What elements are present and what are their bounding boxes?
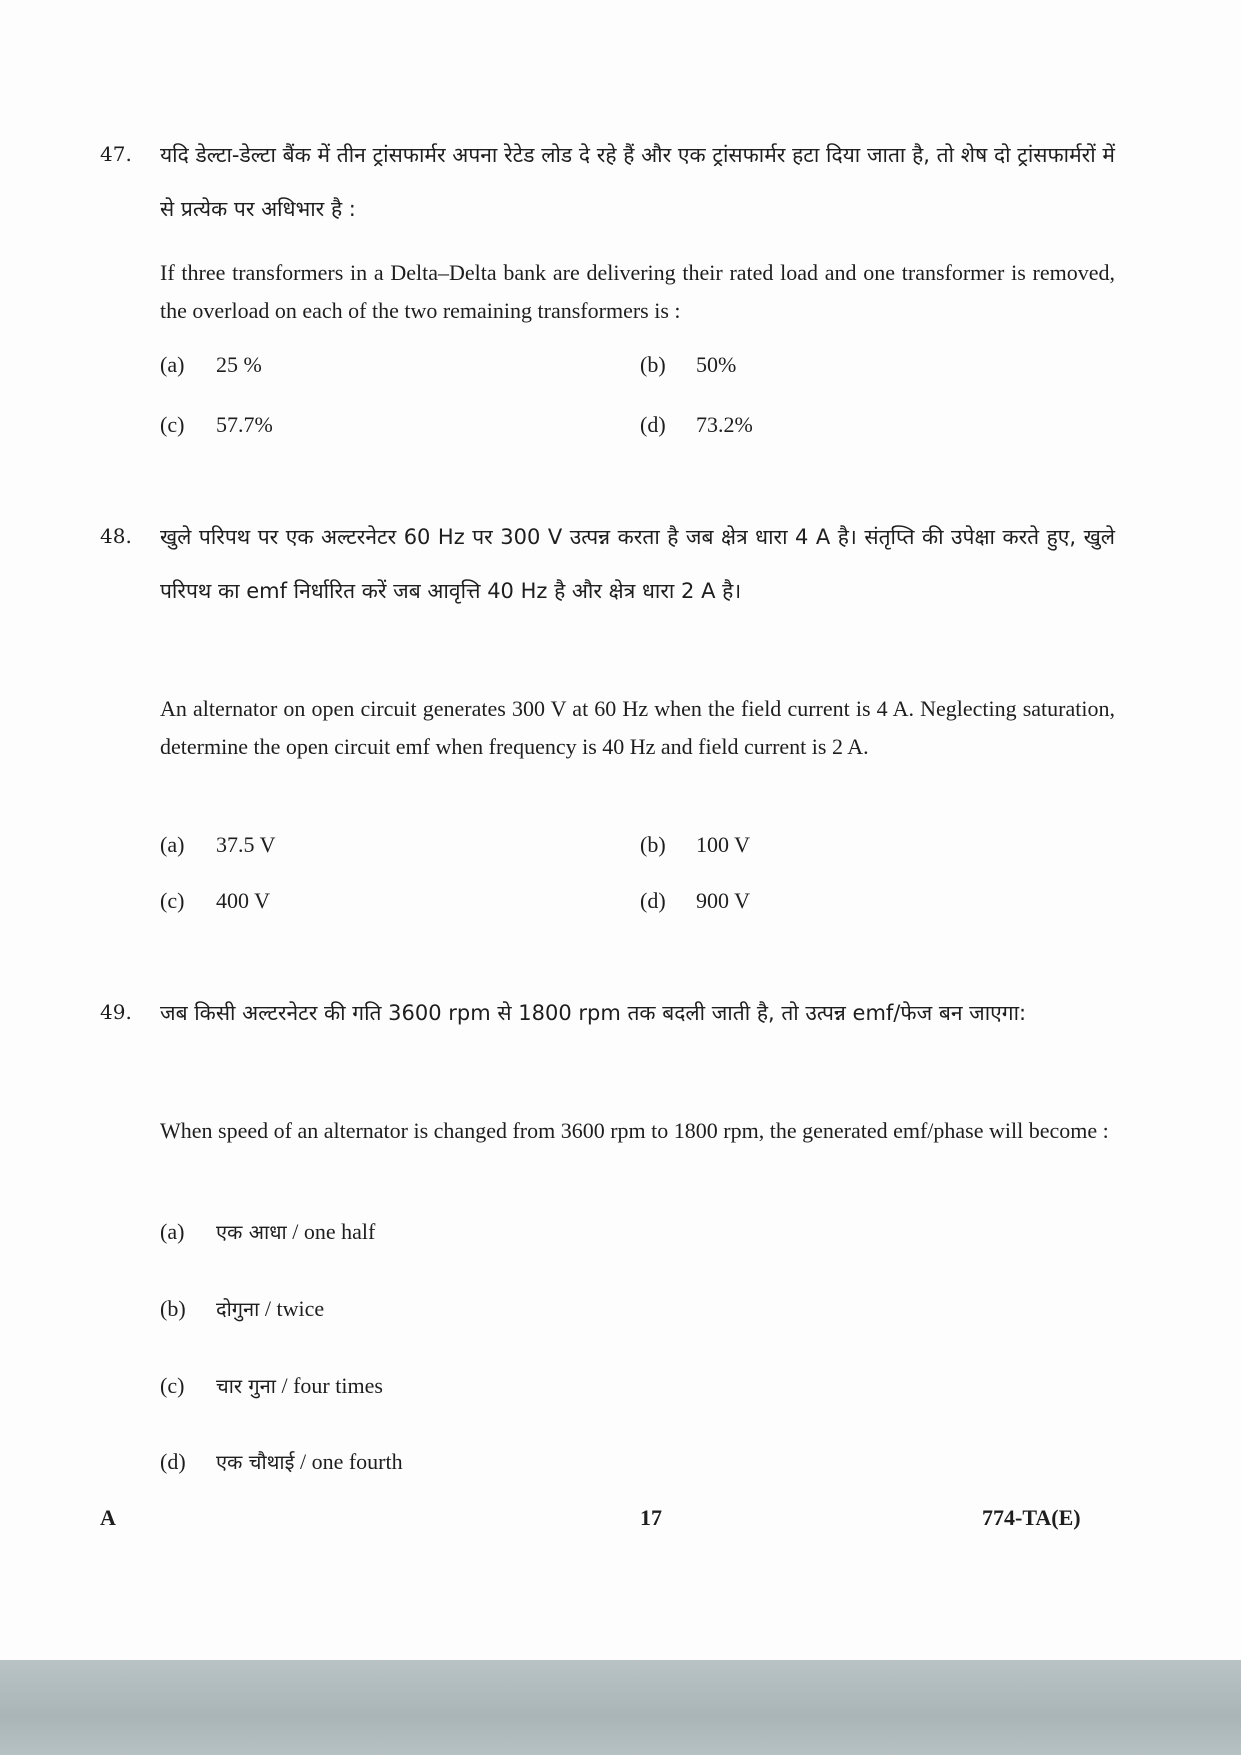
option-c: (c) चार गुना / four times (160, 1373, 383, 1398)
question-text-hindi: खुले परिपथ पर एक अल्टरनेटर 60 Hz पर 300 V उत्पन्न करता है जब क्षेत्र धारा 4 A है। संतृप्ति की उपेक्षा करते हुए, खुले परिपथ का emf निर्धारित करें जब आवृत्ति 40 Hz है और क्षेत्र धारा 2 A है। (160, 525, 1115, 603)
footer-series: A (100, 1505, 116, 1530)
footer-page-number: 17 (640, 1505, 662, 1530)
question-number: 48. (100, 524, 132, 548)
option-b: (b) 100 V (640, 832, 750, 857)
question-text-hindi: यदि डेल्टा-डेल्टा बैंक में तीन ट्रांसफार्मर अपना रेटेड लोड दे रहे हैं और एक ट्रांसफार्मर हटा दिया जाता है, तो शेष दो ट्रांसफार्मरों में से प्रत्येक पर अधिभार है : (160, 143, 1115, 221)
question-number: 47. (100, 142, 132, 166)
footer-paper-code: 774-TA(E) (982, 1505, 1081, 1530)
option-d: (d) 73.2% (640, 412, 753, 437)
option-a: (a) 37.5 V (160, 832, 276, 857)
question-text-english: When speed of an alternator is changed from 3600 rpm to 1800 rpm, the generated emf/phase will become : (160, 1118, 1109, 1143)
question-text-hindi: जब किसी अल्टरनेटर की गति 3600 rpm से 1800 rpm तक बदली जाती है, तो उत्पन्न emf/फेज बन जाएगा: (160, 1001, 1027, 1025)
option-b: (b) 50% (640, 352, 737, 377)
option-c: (c) 400 V (160, 888, 270, 913)
option-b: (b) दोगुना / twice (160, 1296, 325, 1321)
option-a: (a) 25 % (160, 352, 262, 377)
option-a: (a) एक आधा / one half (160, 1219, 376, 1244)
option-c: (c) 57.7% (160, 412, 273, 437)
question-text-english: If three transformers in a Delta–Delta bank are delivering their rated load and one transformer is removed, the overload on each of the two remaining transformers is : (160, 260, 1115, 323)
option-d: (d) 900 V (640, 888, 750, 913)
option-d: (d) एक चौथाई / one fourth (160, 1449, 403, 1474)
question-text-english: An alternator on open circuit generates 300 V at 60 Hz when the field current is 4 A. Neglecting saturation, determine the open circuit emf when frequency is 40 Hz and field current is 2 A. (160, 696, 1115, 759)
scan-edge-shadow (0, 1660, 1241, 1755)
question-number: 49. (100, 1000, 132, 1024)
